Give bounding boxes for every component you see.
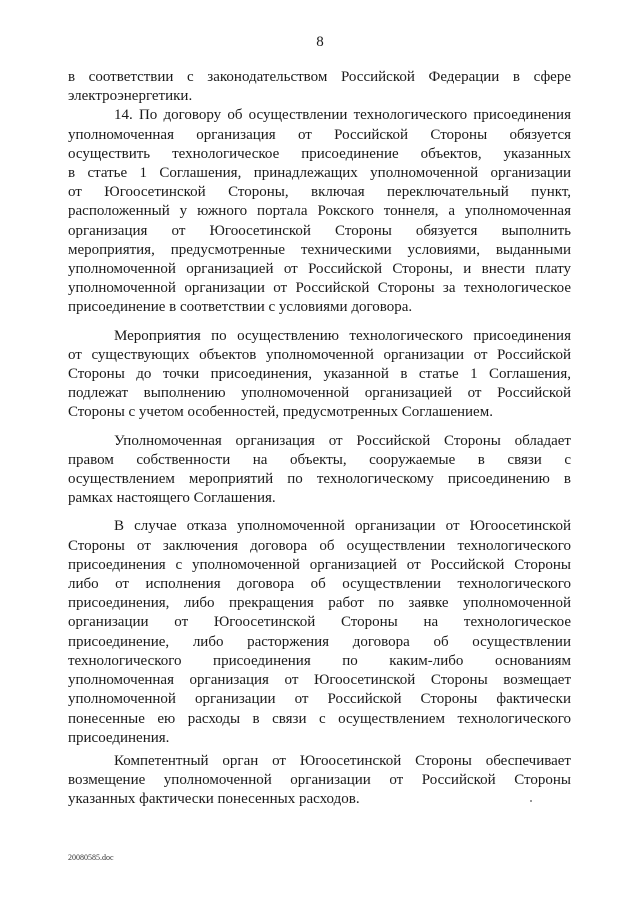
text-line: присоединения с уполномоченной организацией от Российской Стороны [68,556,571,573]
footer-file-name: 20080585.doc [68,853,114,862]
document-body [68,68,571,810]
paragraph-2 [68,106,571,317]
text-line: организации от Югоосетинской Стороны на технологическое [68,614,571,631]
text-line: уполномоченная организация от Российской Стороны обязуется [68,126,571,143]
text-line: либо от исполнения договора об осуществлении технологического [68,576,571,593]
text-line: технологического присоединения по каким-либо основаниям [68,652,571,669]
text-line: 14. По договору об осуществлении технологического присоединения [114,107,571,124]
text-line: от существующих объектов уполномоченной организации от Российской [68,346,571,363]
text-line: Стороны с учетом особенностей, предусмотренных Соглашением. [68,404,493,421]
text-line: осуществлением мероприятий по технологическому присоединению в [68,471,571,488]
text-line: Уполномоченная организация от Российской Стороны обладает [114,432,571,449]
scan-speck [530,800,532,802]
text-line: указанных фактически понесенных расходов. [68,791,360,808]
text-line: возмещение уполномоченной организации от Российской Стороны [68,772,571,789]
text-line: в соответствии с законодательством Российской Федерации в сфере [68,69,571,85]
text-line: организация от Югоосетинской Стороны обязуется выполнить [68,222,571,239]
text-line: уполномоченной организацией от Российской Стороны, и внести плату [68,261,571,278]
text-line: рамках настоящего Соглашения. [68,490,276,507]
text-line: осуществить технологическое присоединение объектов, указанных [68,145,571,162]
paragraph-1 [68,68,571,106]
text-line: присоединения. [68,729,170,746]
text-line: Мероприятия по осуществлению технологического присоединения [114,327,571,344]
text-line: правом собственности на объекты, сооружаемые в связи с [68,451,571,468]
paragraph-6 [68,752,571,810]
text-line: мероприятия, предусмотренные техническими условиями, выданными [68,241,571,258]
text-line: от Югоосетинской Стороны, включая переключательный пункт, [68,184,571,201]
text-line: электроэнергетики. [68,88,193,105]
paragraph-3 [68,327,571,423]
paragraph-5 [68,517,571,747]
text-line: уполномоченной организации от Российской Стороны фактически [68,691,571,708]
text-line: присоединение в соответствии с условиями договора. [68,299,413,316]
paragraph-4 [68,432,571,509]
text-line: В случае отказа уполномоченной организации от Югоосетинской [114,518,571,535]
text-line: расположенный у южного портала Рокского тоннеля, а уполномоченная [68,203,571,220]
page-number: 8 [316,34,324,50]
text-line: присоединения, либо прекращения работ по заявке уполномоченной [68,595,571,612]
text-line: присоединение, либо расторжения договора об осуществлении [68,633,571,650]
text-line: понесенные ею расходы в связи с осуществлением технологического [68,710,571,727]
text-line: Стороны до точки присоединения, указанной в статье 1 Соглашения, [68,366,571,383]
text-line: в статье 1 Соглашения, принадлежащих уполномоченной организации [68,165,571,182]
text-line: уполномоченная организация от Югоосетинской Стороны возмещает [68,672,571,689]
text-line: Компетентный орган от Югоосетинской Стороны обеспечивает [114,752,571,769]
text-line: Стороны от заключения договора об осуществлении технологического [68,537,571,554]
text-line: подлежат выполнению уполномоченной организацией от Российской [68,385,571,402]
text-line: уполномоченной организации от Российской Стороны за технологическое [68,280,571,297]
